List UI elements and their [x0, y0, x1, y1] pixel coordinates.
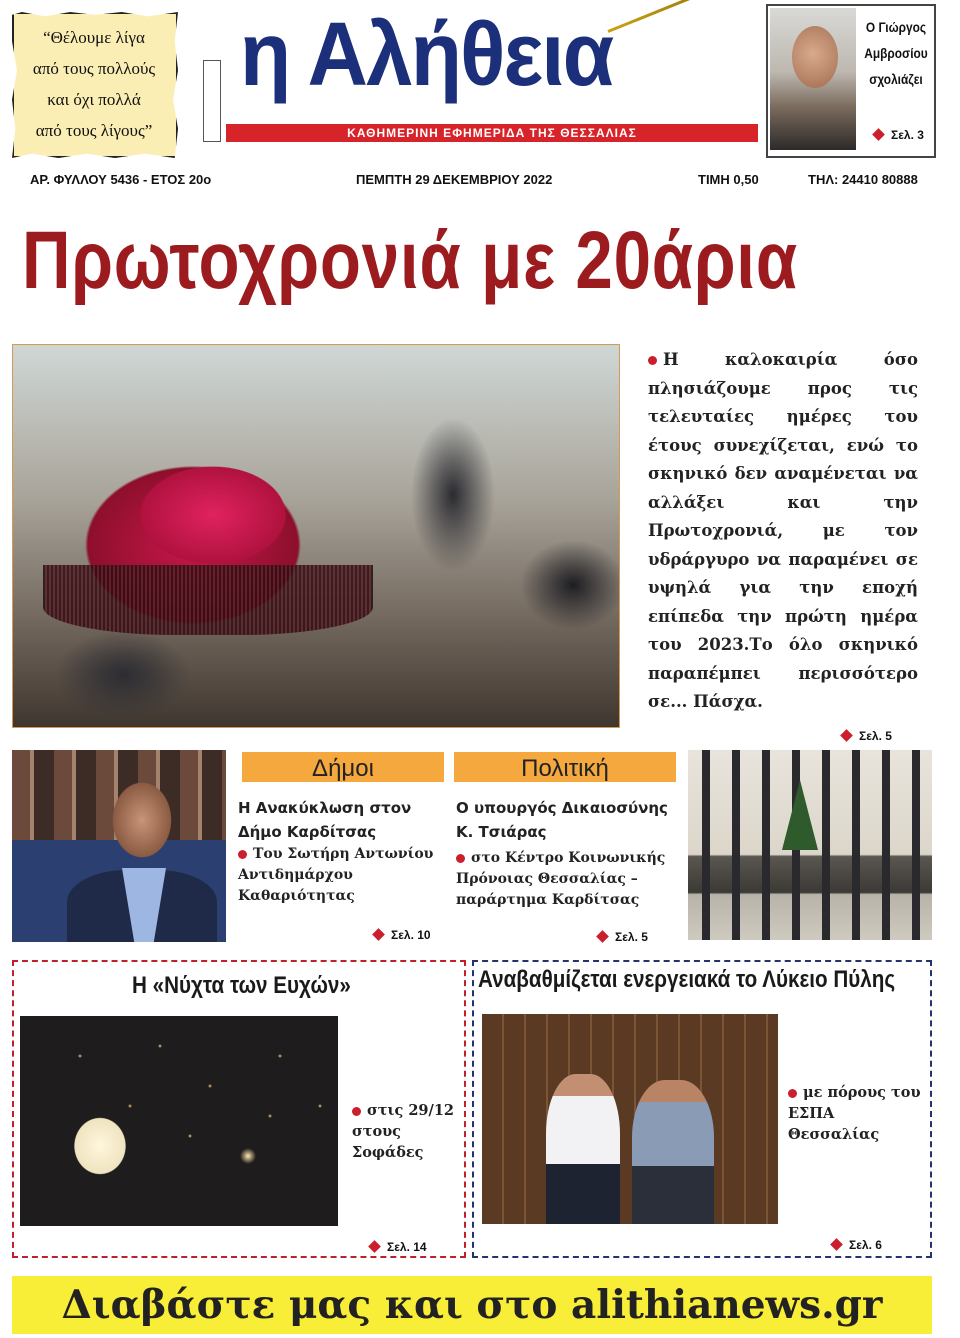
page-ref-label: Σελ. 5 [615, 930, 648, 944]
diamond-icon [596, 930, 609, 943]
page-ref-label: Σελ. 5 [859, 729, 892, 743]
quote-text [18, 22, 170, 146]
main-story-page-ref[interactable] [842, 725, 892, 744]
newspaper-logo[interactable]: η Αλήθεια [240, 5, 613, 105]
diamond-icon [840, 729, 853, 742]
phone-number: ΤΗΛ: 24410 80888 [808, 172, 918, 187]
website-banner[interactable]: Διαβάστε μας και στο alithianews.gr [12, 1276, 932, 1334]
lampshade-fringe [43, 565, 373, 635]
christmas-tree [782, 780, 818, 850]
page-ref-label: Σελ. 14 [387, 1240, 427, 1254]
story-title[interactable]: Αναβαθμίζεται ενεργειακά το Λύκειο Πύλης [478, 966, 896, 993]
bullet-icon [456, 854, 465, 863]
story-body [352, 1100, 462, 1163]
story-body [456, 848, 678, 911]
quote-line: “Θέλουμε λίγα [43, 28, 145, 47]
story-title[interactable]: Η Ανακύκλωση στον Δήμο Καρδίτσας [238, 799, 412, 841]
columnist-face [792, 26, 838, 88]
columnist-caption [864, 14, 929, 92]
bullet-icon [648, 356, 657, 365]
page-ref-label: Σελ. 10 [391, 928, 431, 942]
school-office-photo[interactable] [482, 1014, 778, 1224]
bullet-icon [238, 850, 247, 859]
group-photo[interactable] [688, 750, 932, 940]
main-story-lede [648, 346, 918, 717]
columnist-line: σχολιάζει [869, 71, 923, 87]
section-tag-dimoi[interactable]: Δήμοι [242, 752, 444, 782]
pen-icon [607, 0, 747, 33]
diamond-icon [368, 1240, 381, 1253]
section-tag-politiki[interactable]: Πολιτική [454, 752, 676, 782]
quote-line: και όχι πολλά [47, 90, 141, 109]
page-ref-label: Σελ. 3 [891, 128, 924, 142]
story-body-text: με πόρους του ΕΣΠΑ Θεσσαλίας [788, 1084, 921, 1143]
story-body-text: στο Κέντρο Κοινωνικής Πρόνοιας Θεσσαλίας – παράρτημα Καρδίτσας [456, 850, 666, 908]
issue-number: ΑΡ. ΦΥΛΛΟΥ 5436 - ΕΤΟΣ 20ο [30, 172, 212, 187]
quote-line: από τους πολλούς [32, 59, 156, 78]
lede-text: Η καλοκαιρία όσο πλησιάζουμε προς τις τελευταίες ημέρες του έτους συνεχίζεται, ενώ το σκηνικό δεν αναμένεται να αλλάξει και την Πρωτοχρονιά, με τον υδράργυρο να παραμένει σε υψηλά για την εποχή επίπεδα την πρώτη ημέρα του 2023.Το όλο σκηνικό παραπέμπει περισσότερο σε... Πάσχα. [648, 350, 918, 711]
story-page-ref[interactable] [832, 1234, 882, 1253]
story-title[interactable]: Ο υπουργός Δικαιοσύνης Κ. Τσιάρας [456, 799, 668, 841]
columnist-page-ref[interactable] [874, 124, 924, 143]
columnist-line: Ο Γιώργος [865, 19, 927, 35]
figure-left [546, 1074, 620, 1224]
story-body-text: Του Σωτήρη Αντωνίου Αντιδημάρχου Καθαριότητας [238, 846, 434, 904]
quote-line: από τους λίγους” [35, 121, 153, 140]
story-body [238, 844, 448, 907]
main-story-photo[interactable] [12, 344, 620, 728]
issue-date: ΠΕΜΠΤΗ 29 ΔΕΚΕΜΒΡΙΟΥ 2022 [356, 172, 553, 187]
story-page-ref[interactable] [598, 926, 648, 945]
figure-right [632, 1080, 714, 1224]
bullet-icon [352, 1107, 361, 1116]
diamond-icon [372, 928, 385, 941]
deputy-mayor-photo[interactable] [12, 750, 226, 942]
masthead-subtitle: ΚΑΘΗΜΕΡΙΝΗ ΕΦΗΜΕΡΙΔΑ ΤΗΣ ΘΕΣΣΑΛΙΑΣ [226, 124, 758, 142]
story-title[interactable]: Η «Νύχτα των Ευχών» [132, 972, 351, 999]
story-body-text: στις 29/12 στους Σοφάδες [352, 1102, 454, 1161]
story-page-ref[interactable] [370, 1236, 427, 1255]
story-body [788, 1082, 924, 1145]
lanterns-photo[interactable] [20, 1016, 338, 1226]
bullet-icon [788, 1089, 797, 1098]
page-ref-label: Σελ. 6 [849, 1238, 882, 1252]
diamond-icon [830, 1238, 843, 1251]
diamond-icon [872, 128, 885, 141]
issue-price: ΤΙΜΗ 0,50 [698, 172, 759, 187]
columnist-line: Αμβροσίου [864, 45, 928, 61]
story-page-ref[interactable] [374, 924, 431, 943]
main-headline[interactable]: Πρωτοχρονιά με 20άρια [22, 215, 799, 306]
certification-emblem-icon [203, 60, 221, 142]
